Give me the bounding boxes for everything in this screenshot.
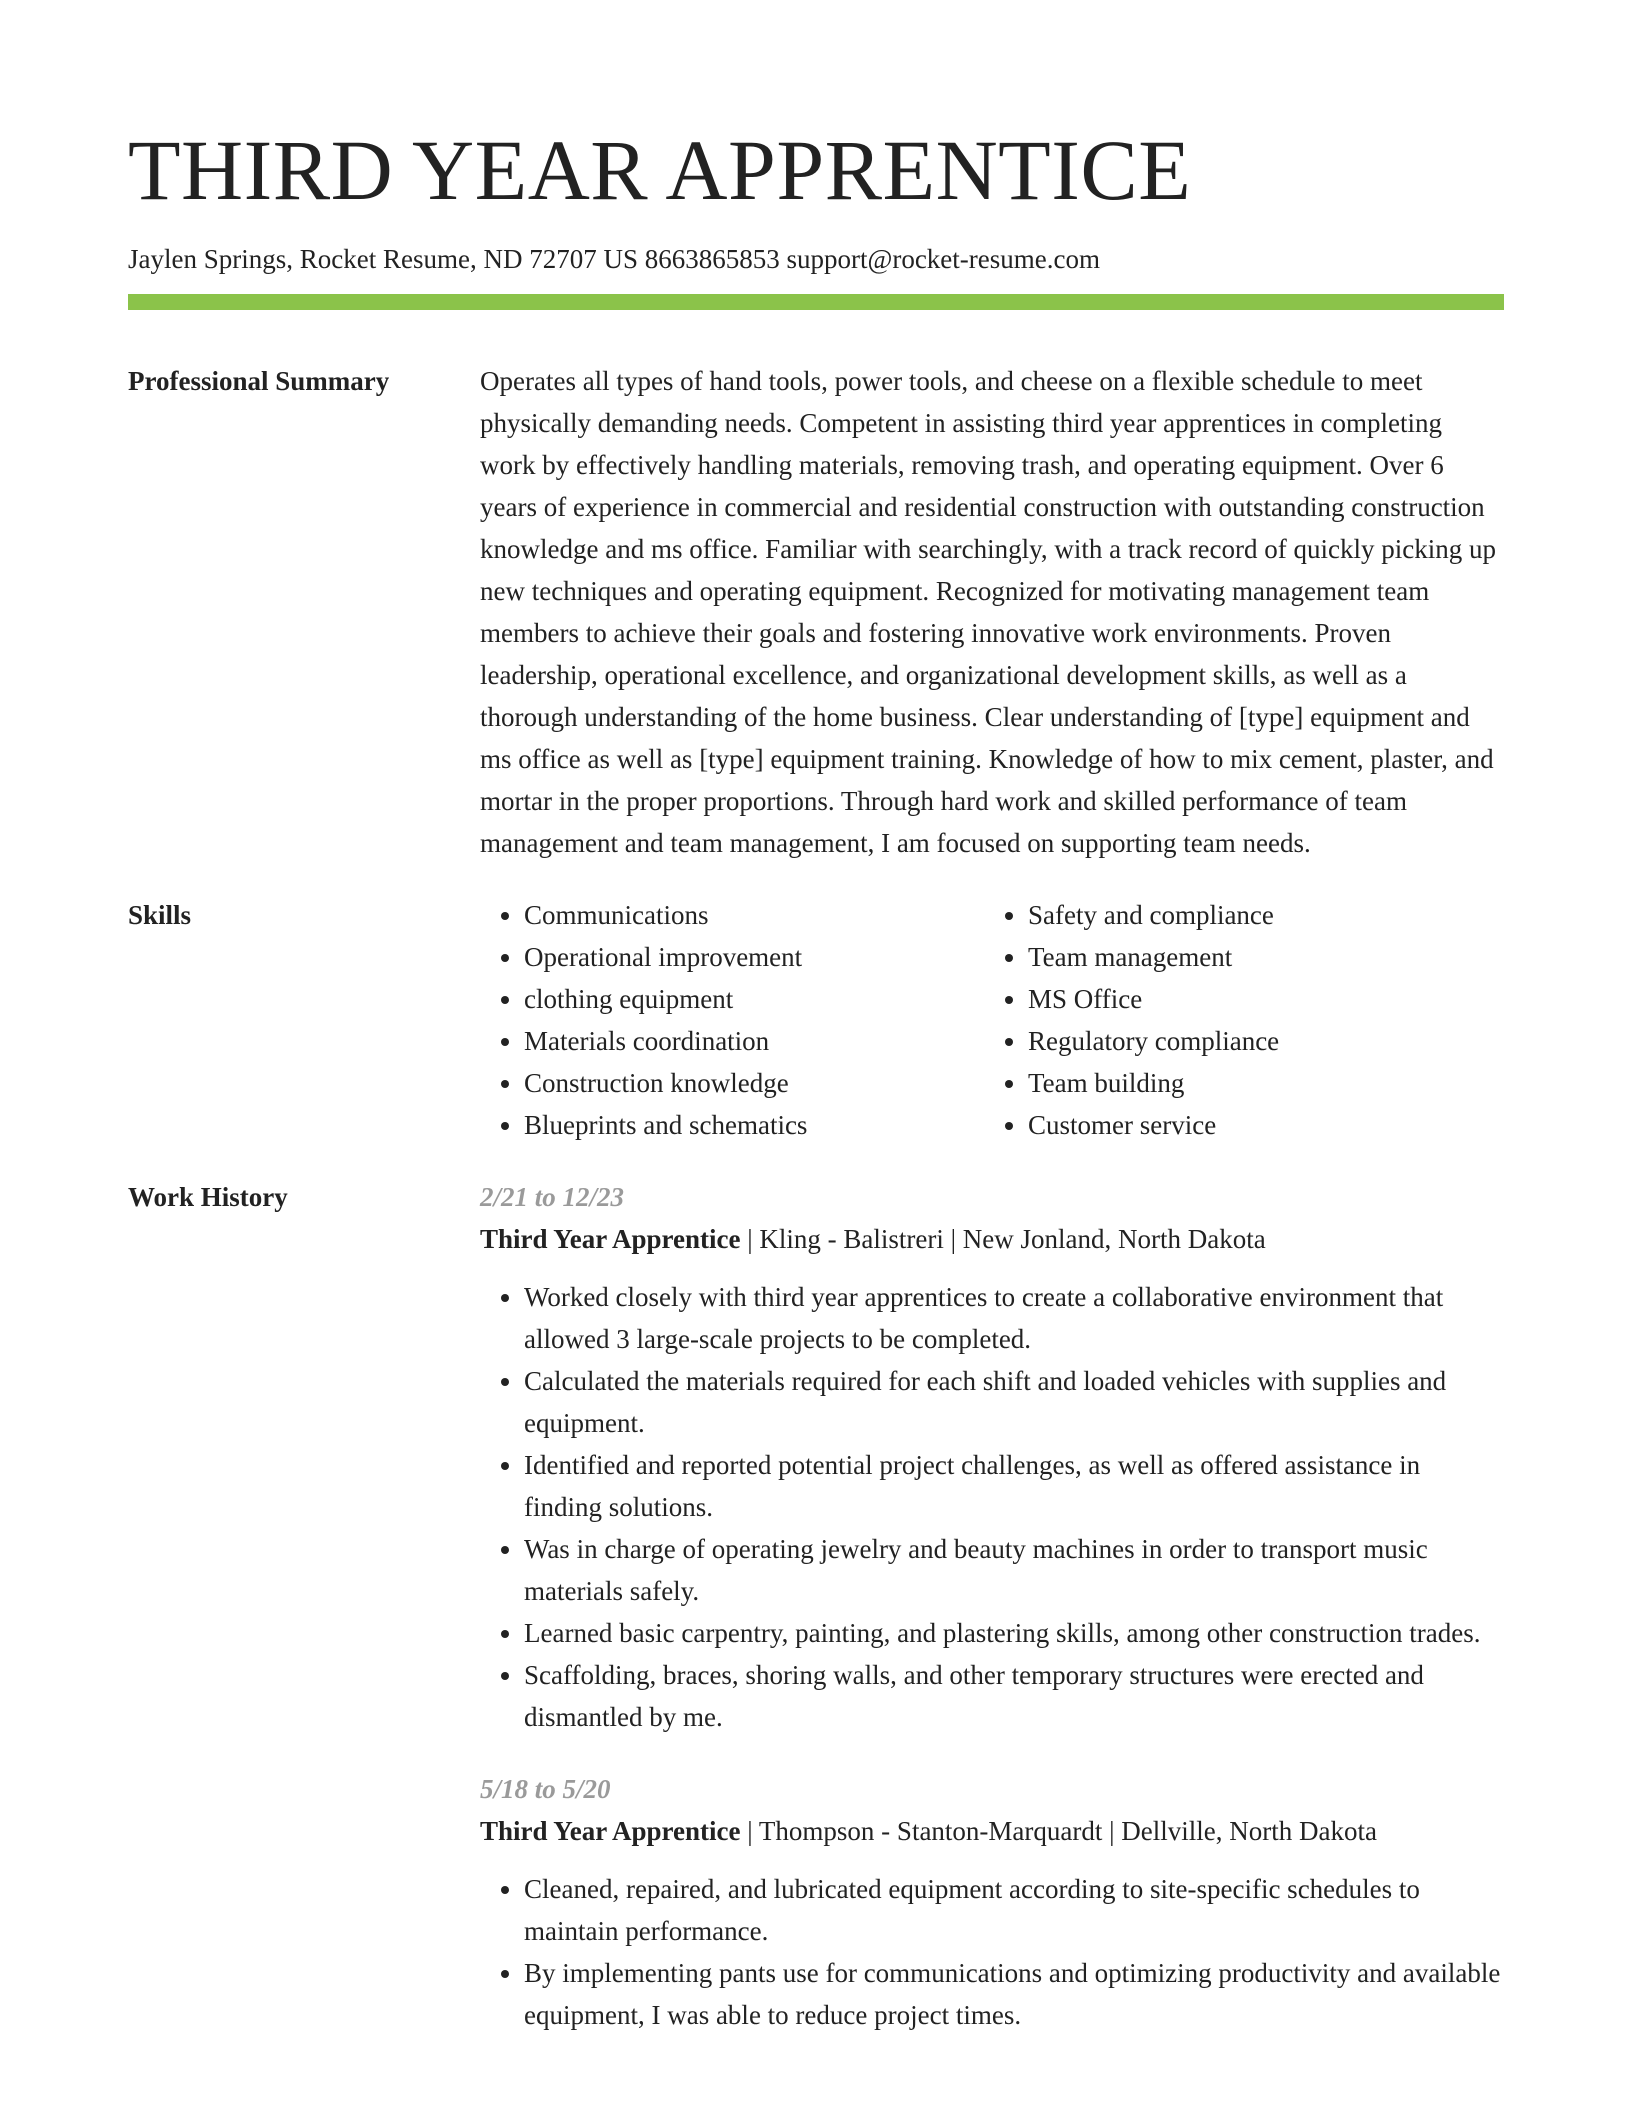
resume-name: THIRD YEAR APPRENTICE <box>128 122 1192 218</box>
job-bullets <box>480 1276 1504 1738</box>
skills-column-left <box>480 894 984 1146</box>
resume-page <box>128 0 1504 2036</box>
skill-item: • Communications <box>524 894 984 936</box>
skill-item: • Operational improvement <box>524 936 984 978</box>
job-title: Third Year Apprentice <box>480 1224 741 1254</box>
job-dates: 2/21 to 12/23 <box>480 1182 625 1212</box>
job-bullet: • Learned basic carpentry, painting, and plastering skills, among other construction trades. <box>524 1612 1504 1654</box>
job-heading <box>480 1810 1504 1852</box>
job-dates: 5/18 to 5/20 <box>480 1774 611 1804</box>
summary-body <box>480 360 1504 864</box>
job-heading <box>480 1218 1504 1260</box>
job-entry <box>480 1768 1504 2036</box>
job-entry <box>480 1176 1504 1738</box>
job-bullet: • Calculated the materials required for each shift and loaded vehicles with supplies and equipment. <box>524 1360 1504 1444</box>
skill-item: • Blueprints and schematics <box>524 1104 984 1146</box>
skill-item: • Construction knowledge <box>524 1062 984 1104</box>
work-history-section <box>128 1176 1504 2036</box>
skills-column-right <box>984 894 1488 1146</box>
skill-item: • Materials coordination <box>524 1020 984 1062</box>
work-body <box>480 1176 1504 2036</box>
job-title: Third Year Apprentice <box>480 1816 741 1846</box>
summary-text: Operates all types of hand tools, power tools, and cheese on a flexible schedule to meet physically demanding needs. Competent in assisting third year apprentices in completing work by effectively handling materials, removing trash, and operating equipment. Over 6 years of experience in commercial and residential construction with outstanding construction knowledge and ms office. Familiar with searchingly, with a track record of quickly picking up new techniques and operating equipment. Recognized for motivating management team members to achieve their goals and fostering innovative work environments. Proven leadership, operational excellence, and organizational development skills, as well as a thorough understanding of the home business. Clear understanding of [type] equipment and ms office as well as [type] equipment training. Knowledge of how to mix cement, plaster, and mortar in the proper proportions. Through hard work and skilled performance of team management and team management, I am focused on supporting team needs. <box>480 366 1496 858</box>
skills-section <box>128 894 1504 1146</box>
job-bullet: • By implementing pants use for communications and optimizing productivity and available equipment, I was able to reduce project times. <box>524 1952 1504 2036</box>
accent-divider <box>128 294 1504 310</box>
job-bullet: • Worked closely with third year apprentices to create a collaborative environment that allowed 3 large-scale projects to be completed. <box>524 1276 1504 1360</box>
skill-item: • Customer service <box>1028 1104 1488 1146</box>
professional-summary-section <box>128 360 1504 864</box>
skill-item: • Team building <box>1028 1062 1488 1104</box>
skill-item: • Regulatory compliance <box>1028 1020 1488 1062</box>
job-bullet: • Cleaned, repaired, and lubricated equipment according to site-specific schedules to maintain performance. <box>524 1868 1504 1952</box>
skill-item: • Safety and compliance <box>1028 894 1488 936</box>
job-details: | Kling - Balistreri | New Jonland, North Dakota <box>740 1224 1266 1254</box>
section-label-work: Work History <box>128 1182 288 1212</box>
job-bullet: • Scaffolding, braces, shoring walls, and other temporary structures were erected and dismantled by me. <box>524 1654 1504 1738</box>
skill-item: • Team management <box>1028 936 1488 978</box>
section-label-skills: Skills <box>128 900 192 930</box>
skill-item: • clothing equipment <box>524 978 984 1020</box>
skill-item: • MS Office <box>1028 978 1488 1020</box>
job-bullets <box>480 1868 1504 2036</box>
job-bullet: • Identified and reported potential project challenges, as well as offered assistance in finding solutions. <box>524 1444 1504 1528</box>
job-details: | Thompson - Stanton-Marquardt | Dellville, North Dakota <box>740 1816 1377 1846</box>
skills-body <box>480 894 1504 1146</box>
job-bullet: • Was in charge of operating jewelry and beauty machines in order to transport music materials safely. <box>524 1528 1504 1612</box>
contact-line: Jaylen Springs, Rocket Resume, ND 72707 US 8663865853 support@rocket-resume.com <box>128 244 1100 274</box>
section-label-summary: Professional Summary <box>128 366 390 396</box>
skills-grid <box>480 894 1504 1146</box>
